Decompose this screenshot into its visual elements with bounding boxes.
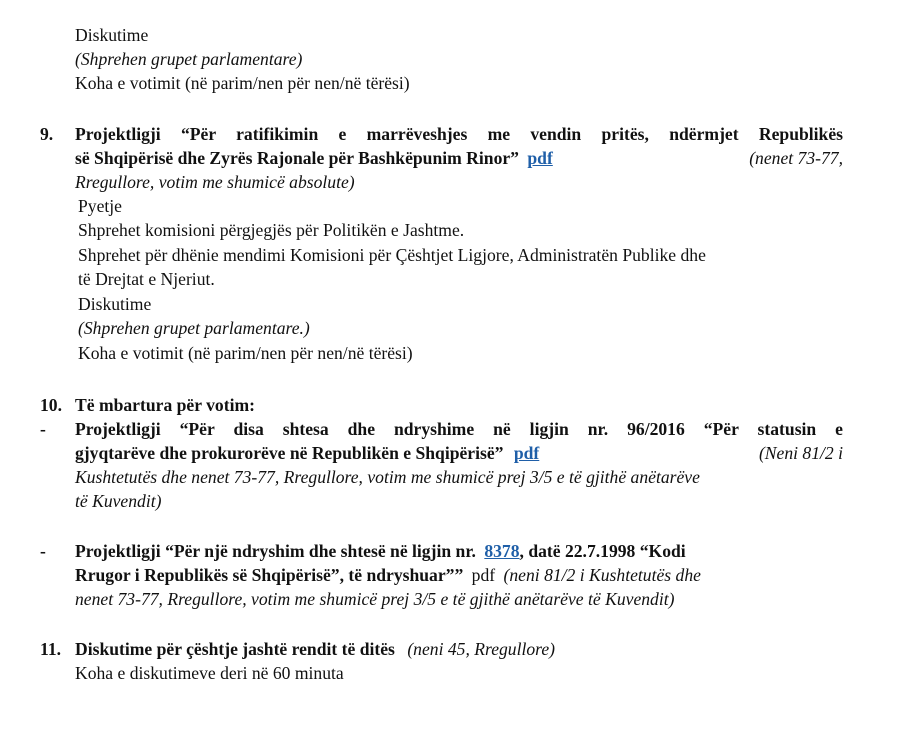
- bill-2-note-a: (neni 81/2 i Kushtetutës dhe: [503, 565, 701, 585]
- bill-2-law-link[interactable]: 8378: [484, 541, 520, 561]
- bill-2-note-line3: nenet 73-77, Rregullore, votim me shumicë prej 3/5 e të gjithë anëtarëve të Kuvendit): [75, 589, 675, 609]
- item-9-note-line1: (nenet 73-77,: [749, 148, 843, 168]
- bill-1-line2: gjyqtarëve dhe prokurorëve në Republikën e Shqipërisë”: [75, 443, 504, 463]
- bill-2-line1-a: Projektligji “Për një ndryshim dhe shtesë në ligjin nr.: [75, 541, 476, 561]
- item-9-title-line2: së Shqipërisë dhe Zyrës Rajonale për Bashkëpunim Rinor”: [75, 148, 519, 168]
- item-9-opinion-line2: të Drejtat e Njeriut.: [78, 269, 215, 289]
- item-11-duration: Koha e diskutimeve deri në 60 minuta: [75, 663, 344, 683]
- item-9-questions: Pyetje: [78, 196, 122, 216]
- vote-time-label: Koha e votimit (në parim/nen për nen/në tërësi): [75, 73, 410, 93]
- bill-2-line1-row: [75, 539, 843, 563]
- bill-1-line1: Projektligji “Për disa shtesa dhe ndryshime në ligjin nr. 96/2016 “Për statusin e: [75, 419, 843, 439]
- bill-2-line1-b: , datë 22.7.1998 “Kodi: [519, 541, 686, 561]
- bill-1-dash: -: [40, 419, 46, 439]
- bill-1-note-line4: të Kuvendit): [75, 491, 162, 511]
- bill-1-line2-row: [75, 441, 843, 465]
- bill-1-note-a: (Neni 81/2 i: [758, 443, 843, 463]
- groups-note: (Shprehen grupet parlamentare): [75, 49, 303, 69]
- item-10-number: 10.: [40, 395, 62, 415]
- item-11-title: Diskutime për çështje jashtë rendit të ditës: [75, 639, 395, 659]
- item-10-heading: Të mbartura për votim:: [75, 395, 255, 415]
- discussion-label: Diskutime: [75, 25, 149, 45]
- item-9-title-line2-row: [75, 146, 843, 170]
- item-9-number: 9.: [40, 124, 54, 144]
- bill-1-pdf-link[interactable]: pdf: [513, 443, 540, 463]
- item-9-opinion-line1: Shprehet për dhënie mendimi Komisioni për Çështjet Ligjore, Administratën Publike dhe: [78, 245, 706, 265]
- item-9-title-line1: Projektligji “Për ratifikimin e marrëveshjes me vendin pritës, ndërmjet Republikës: [75, 124, 843, 144]
- item-11-number: 11.: [40, 639, 62, 659]
- item-11-title-row: [75, 637, 555, 661]
- item-9-note-line2: Rregullore, votim me shumicë absolute): [75, 172, 355, 192]
- bill-2-dash: -: [40, 541, 46, 561]
- bill-2-line2-row: [75, 563, 843, 587]
- item-9-discussion: Diskutime: [78, 294, 152, 314]
- bill-1-note-line3: Kushtetutës dhe nenet 73-77, Rregullore, votim me shumicë prej 3/5 e të gjithë anëtarëve: [75, 467, 700, 487]
- bill-2-line2-a: Rrugor i Republikës së Shqipërisë”, të ndryshuar””: [75, 565, 464, 585]
- item-9-committee: Shprehet komisioni përgjegjës për Politikën e Jashtme.: [78, 220, 465, 240]
- item-9-groups: (Shprehen grupet parlamentare.): [78, 318, 310, 338]
- item-9-pdf-link[interactable]: pdf: [527, 148, 553, 168]
- bill-2-pdf-text: pdf: [471, 565, 496, 585]
- item-9-vote-time: Koha e votimit (në parim/nen për nen/në tërësi): [78, 343, 413, 363]
- item-11-note: (neni 45, Rregullore): [407, 639, 556, 659]
